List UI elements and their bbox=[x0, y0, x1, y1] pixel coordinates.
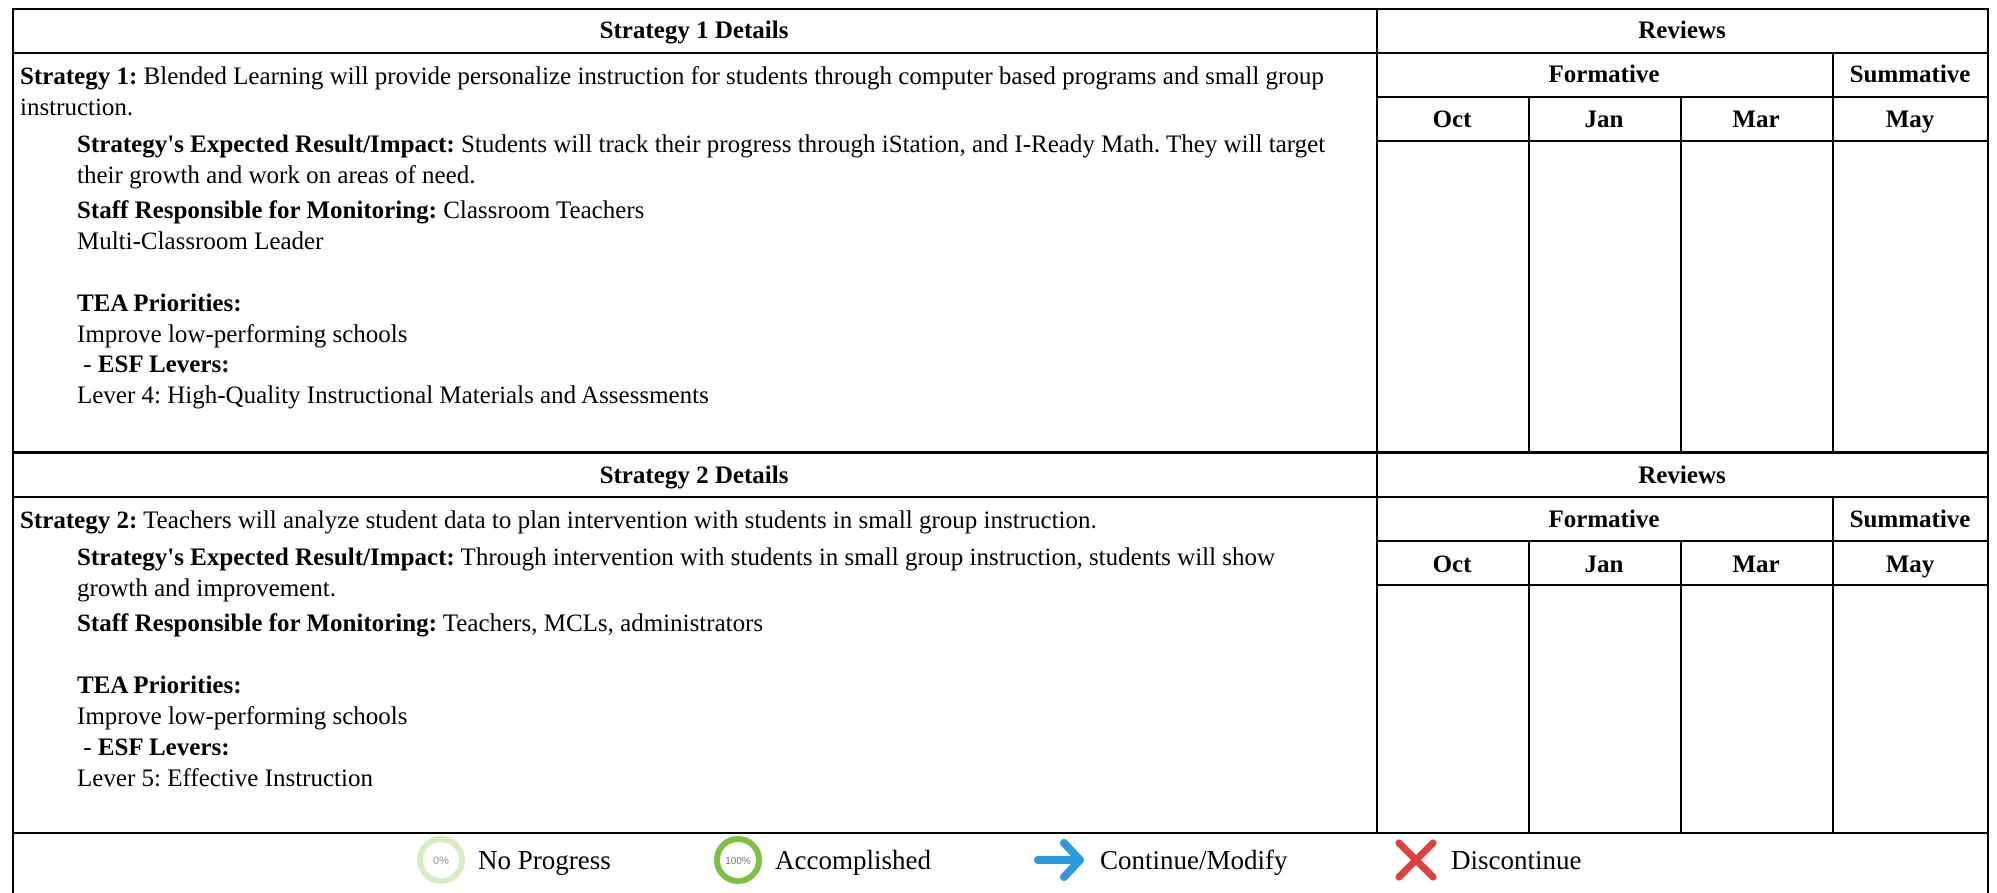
strategy-1-month-mar: Mar bbox=[1732, 106, 1780, 133]
table-border bbox=[1376, 96, 1988, 98]
legend-discontinue-label: Discontinue bbox=[1451, 844, 1582, 875]
strategy-2-esf bbox=[77, 732, 230, 763]
table-border bbox=[12, 451, 1988, 454]
discontinue-x-icon bbox=[1393, 837, 1439, 883]
strategy-1-month-oct: Oct bbox=[1432, 106, 1472, 133]
strategy-2-month-may: May bbox=[1885, 551, 1935, 578]
strategy-1-result-text: Students will track their progress through iStation, and I-Ready Math. They will target their growth and work on areas of need. bbox=[77, 131, 1326, 189]
accomplished-icon-text: 100% bbox=[725, 856, 751, 867]
strategy-1-expected-result bbox=[77, 129, 1367, 191]
strategy-1-description bbox=[20, 61, 1370, 123]
table-border bbox=[12, 496, 1988, 498]
strategy-1-esf bbox=[77, 349, 230, 380]
strategy-1-esf-text: Lever 4: High-Quality Instructional Materials and Assessments bbox=[77, 382, 709, 409]
strategy-2-details-header: Strategy 2 Details bbox=[599, 462, 789, 489]
table-border bbox=[1528, 96, 1530, 452]
table-border bbox=[12, 52, 1988, 54]
strategy-1-staff-line2: Multi-Classroom Leader bbox=[77, 228, 324, 255]
strategy-2-month-mar: Mar bbox=[1732, 551, 1780, 578]
strategy-1-tea-text: Improve low-performing schools bbox=[77, 321, 408, 348]
strategy-2-text: Teachers will analyze student data to plan intervention with students in small group instruction. bbox=[143, 507, 1097, 534]
strategy-1-label: Strategy 1: bbox=[20, 63, 138, 90]
table-border bbox=[1680, 540, 1682, 832]
strategy-2-expected-result bbox=[77, 542, 1337, 604]
strategy-1-text: Blended Learning will provide personalize instruction for students through computer based programs and small group instruction. bbox=[20, 63, 1324, 121]
strategy-1-staff-label: Staff Responsible for Monitoring: bbox=[77, 197, 437, 224]
legend-no-progress-label: No Progress bbox=[478, 844, 611, 875]
strategy-2-description bbox=[20, 505, 1370, 536]
strategy-1-esf-label: ESF Levers: bbox=[97, 351, 230, 378]
accomplished-icon bbox=[713, 835, 763, 885]
table-border bbox=[1832, 496, 1834, 832]
strategy-2-result-text: Through intervention with students in small group instruction, students will show growth and improvement. bbox=[77, 544, 1276, 602]
strategy-1-details-header: Strategy 1 Details bbox=[599, 17, 789, 44]
strategy-2-summative-header: Summative bbox=[1849, 506, 1971, 533]
table-border bbox=[12, 832, 1988, 834]
legend-continue-modify bbox=[1034, 832, 1288, 888]
strategy-1-summative-header: Summative bbox=[1849, 61, 1971, 88]
legend-discontinue bbox=[1393, 832, 1581, 888]
table-border bbox=[12, 8, 1988, 10]
continue-arrow-icon bbox=[1034, 835, 1088, 885]
no-progress-icon-text: 0% bbox=[433, 855, 449, 867]
strategy-1-esf-prefix: - bbox=[77, 351, 98, 378]
legend-accomplished bbox=[713, 832, 931, 888]
strategy-2-reviews-header: Reviews bbox=[1638, 462, 1726, 489]
strategy-1-staff-line1: Classroom Teachers bbox=[443, 197, 645, 224]
strategy-2-esf-text: Lever 5: Effective Instruction bbox=[77, 765, 373, 792]
strategy-2-month-oct: Oct bbox=[1432, 551, 1472, 578]
strategy-2-esf-prefix: - bbox=[77, 734, 98, 761]
legend-continue-modify-label: Continue/Modify bbox=[1100, 844, 1288, 875]
strategy-1-staff bbox=[77, 195, 644, 226]
table-border bbox=[1680, 96, 1682, 452]
strategy-2-tea-text: Improve low-performing schools bbox=[77, 703, 408, 730]
strategy-1-month-may: May bbox=[1885, 106, 1935, 133]
strategy-1-reviews-header: Reviews bbox=[1638, 17, 1726, 44]
legend-accomplished-label: Accomplished bbox=[775, 844, 931, 875]
strategy-2-label: Strategy 2: bbox=[20, 507, 138, 534]
strategy-2-tea-label: TEA Priorities: bbox=[77, 672, 242, 699]
no-progress-icon bbox=[416, 835, 466, 885]
strategy-1-result-label: Strategy's Expected Result/Impact: bbox=[77, 131, 455, 158]
strategy-2-formative-header: Formative bbox=[1548, 506, 1660, 533]
strategy-2-esf-label: ESF Levers: bbox=[97, 734, 230, 761]
table-border bbox=[1528, 540, 1530, 832]
strategy-2-staff bbox=[77, 608, 763, 639]
table-border bbox=[1376, 540, 1988, 542]
table-border bbox=[1376, 584, 1988, 586]
strategy-1-tea-label: TEA Priorities: bbox=[77, 290, 242, 317]
table-border bbox=[1987, 8, 1989, 893]
strategy-2-staff-line1: Teachers, MCLs, administrators bbox=[442, 610, 764, 637]
strategy-2-month-jan: Jan bbox=[1584, 551, 1624, 578]
strategy-1-month-jan: Jan bbox=[1584, 106, 1624, 133]
strategy-1-formative-header: Formative bbox=[1548, 61, 1660, 88]
strategy-2-result-label: Strategy's Expected Result/Impact: bbox=[77, 544, 455, 571]
legend-no-progress bbox=[416, 832, 611, 888]
table-border bbox=[12, 8, 14, 893]
table-border bbox=[1376, 140, 1988, 142]
strategy-2-staff-label: Staff Responsible for Monitoring: bbox=[77, 610, 437, 637]
